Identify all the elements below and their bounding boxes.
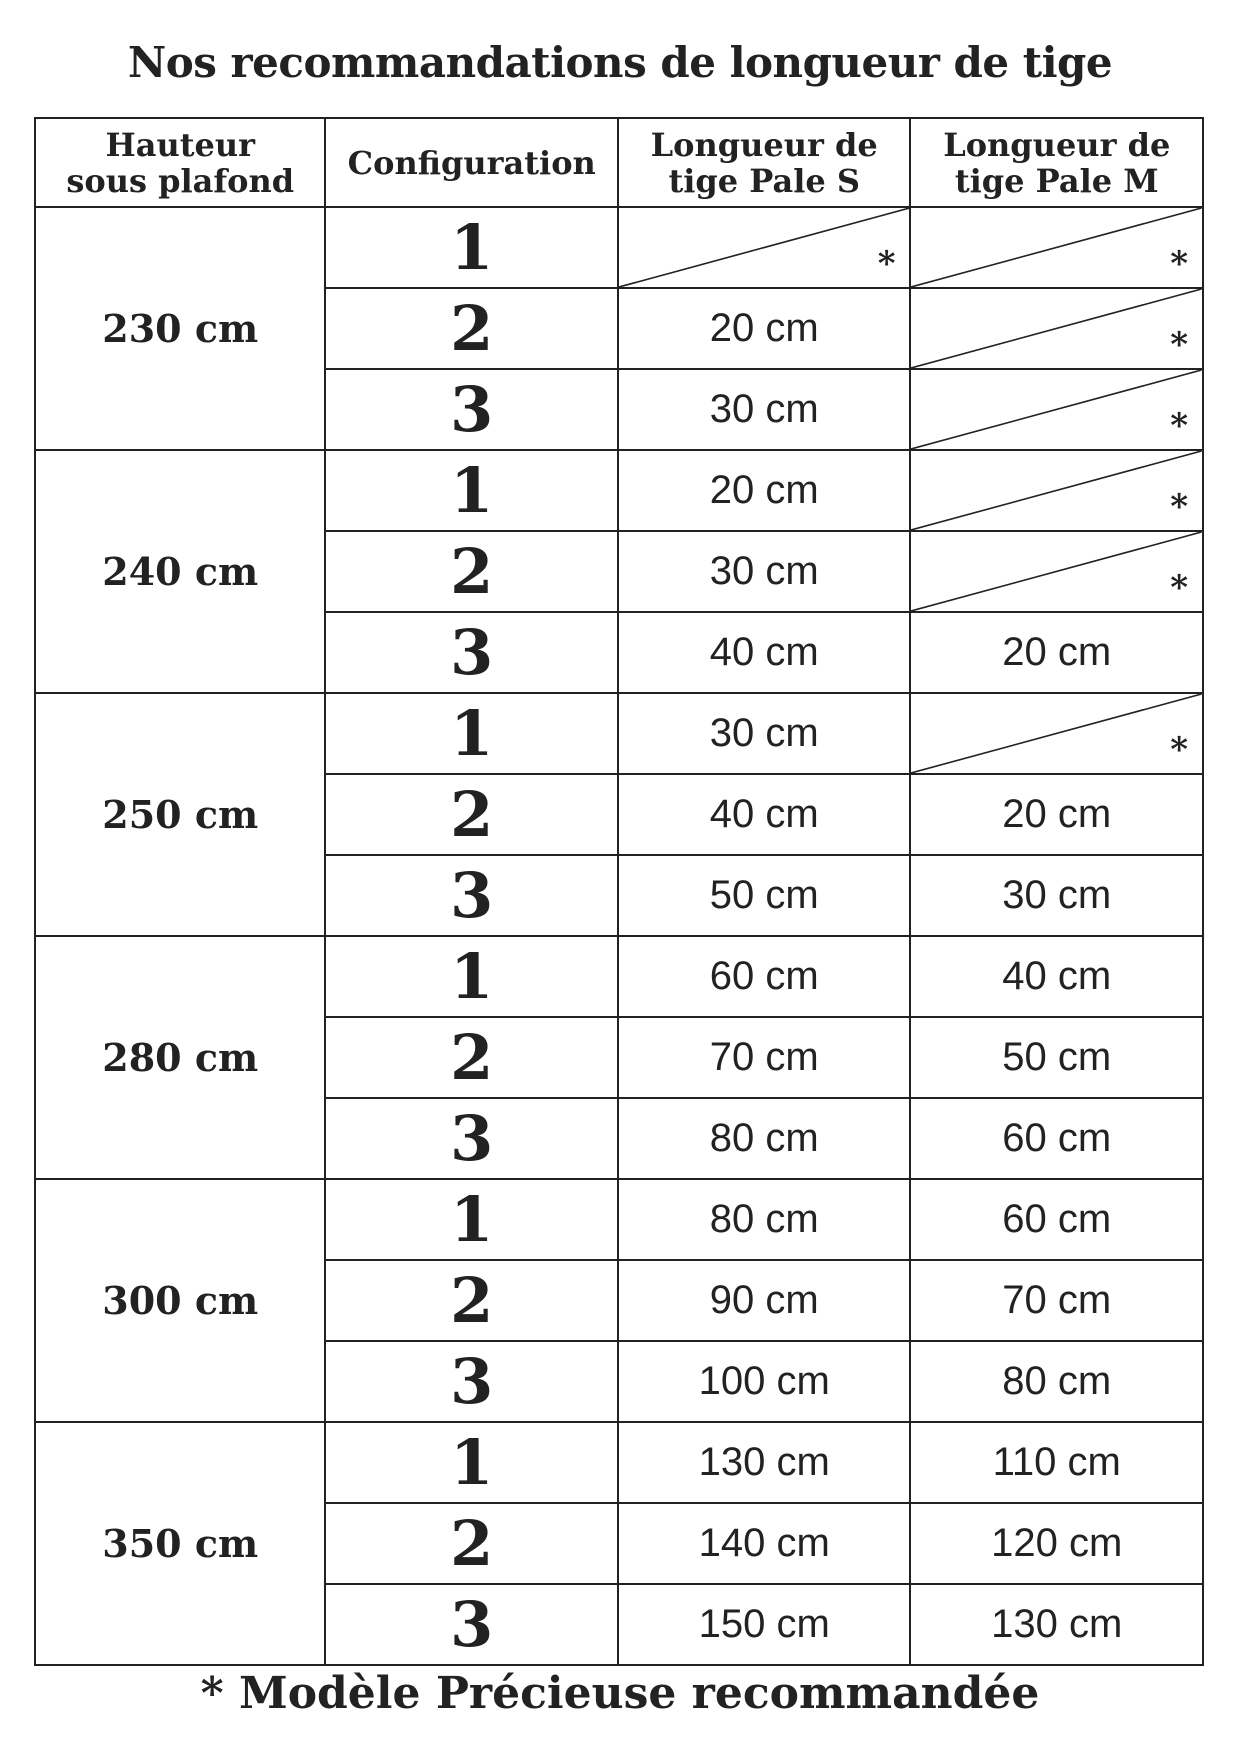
pale-s-stem-length-cell: 130 cm [618,1422,911,1503]
header-ceiling-height-line1: Hauteur [105,125,255,164]
ceiling-height-cell: 280 cm [35,936,325,1179]
pale-s-stem-length-cell: 70 cm [618,1017,911,1098]
table-row [35,1422,1203,1503]
header-pale-m-line1: Longueur de [943,125,1171,164]
header-ceiling-height-line2: sous plafond [66,161,295,200]
pale-m-not-applicable-cell [910,288,1203,369]
configuration-cell: 3 [325,369,618,450]
header-pale-s-line1: Longueur de [650,125,878,164]
configuration-cell: 3 [325,1341,618,1422]
pale-s-not-applicable-cell [618,207,911,288]
pale-m-stem-length-cell: 50 cm [910,1017,1203,1098]
asterisk-mark: * [1170,730,1188,770]
header-ceiling-height [35,118,325,207]
header-pale-s-line2: tige Pale S [668,161,860,200]
diagonal-strike-line [911,289,1202,368]
table-body [35,207,1203,1665]
configuration-cell: 3 [325,1584,618,1665]
pale-s-stem-length-cell: 20 cm [618,450,911,531]
header-pale-m-line2: tige Pale M [954,161,1159,200]
pale-m-stem-length-cell: 120 cm [910,1503,1203,1584]
pale-m-stem-length-cell: 70 cm [910,1260,1203,1341]
pale-s-stem-length-cell: 150 cm [618,1584,911,1665]
diagonal-strike-line [911,451,1202,530]
pale-m-not-applicable-cell [910,531,1203,612]
configuration-cell: 3 [325,1098,618,1179]
pale-s-stem-length-cell: 20 cm [618,288,911,369]
configuration-cell: 2 [325,774,618,855]
pale-s-stem-length-cell: 40 cm [618,774,911,855]
configuration-cell: 2 [325,1017,618,1098]
pale-s-stem-length-cell: 80 cm [618,1098,911,1179]
pale-s-stem-length-cell: 50 cm [618,855,911,936]
configuration-cell: 2 [325,531,618,612]
configuration-cell: 2 [325,288,618,369]
pale-m-stem-length-cell: 60 cm [910,1179,1203,1260]
asterisk-mark: * [1170,568,1188,608]
asterisk-mark: * [1170,487,1188,527]
pale-m-not-applicable-cell [910,207,1203,288]
asterisk-mark: * [1170,406,1188,446]
ceiling-height-cell: 350 cm [35,1422,325,1665]
pale-m-stem-length-cell: 130 cm [910,1584,1203,1665]
stem-length-table [34,117,1204,1666]
table-header-row [35,118,1203,207]
pale-m-stem-length-cell: 20 cm [910,612,1203,693]
pale-s-stem-length-cell: 30 cm [618,531,911,612]
page-title: Nos recommandations de longueur de tige [127,38,1113,87]
configuration-cell: 1 [325,936,618,1017]
ceiling-height-cell: 250 cm [35,693,325,936]
pale-s-stem-length-cell: 30 cm [618,693,911,774]
header-stem-length-pale-m [910,118,1203,207]
asterisk-mark: * [877,244,896,284]
pale-m-not-applicable-cell [910,450,1203,531]
pale-s-stem-length-cell: 100 cm [618,1341,911,1422]
pale-m-stem-length-cell: 30 cm [910,855,1203,936]
pale-m-stem-length-cell: 40 cm [910,936,1203,1017]
diagonal-strike-line [911,208,1202,287]
pale-s-stem-length-cell: 90 cm [618,1260,911,1341]
pale-s-stem-length-cell: 60 cm [618,936,911,1017]
pale-m-stem-length-cell: 110 cm [910,1422,1203,1503]
pale-s-stem-length-cell: 140 cm [618,1503,911,1584]
diagonal-strike-line [911,532,1202,611]
pale-s-stem-length-cell: 30 cm [618,369,911,450]
configuration-cell: 3 [325,612,618,693]
configuration-cell: 1 [325,1179,618,1260]
ceiling-height-cell: 300 cm [35,1179,325,1422]
diagonal-strike-line [619,208,910,287]
configuration-cell: 1 [325,450,618,531]
table-row [35,1179,1203,1260]
table-row [35,450,1203,531]
pale-m-not-applicable-cell [910,369,1203,450]
ceiling-height-cell: 240 cm [35,450,325,693]
ceiling-height-cell: 230 cm [35,207,325,450]
pale-s-stem-length-cell: 80 cm [618,1179,911,1260]
pale-s-stem-length-cell: 40 cm [618,612,911,693]
pale-m-stem-length-cell: 60 cm [910,1098,1203,1179]
footnote: * Modèle Précieuse recommandée [200,1668,1040,1719]
table-row [35,207,1203,288]
asterisk-mark: * [1170,325,1188,365]
header-configuration: Configuration [325,118,618,207]
configuration-cell: 3 [325,855,618,936]
configuration-cell: 2 [325,1503,618,1584]
configuration-cell: 1 [325,1422,618,1503]
table-row [35,693,1203,774]
table-row [35,936,1203,1017]
configuration-cell: 2 [325,1260,618,1341]
diagonal-strike-line [911,370,1202,449]
header-stem-length-pale-s [618,118,911,207]
configuration-cell: 1 [325,693,618,774]
asterisk-mark: * [1170,244,1188,284]
pale-m-stem-length-cell: 20 cm [910,774,1203,855]
pale-m-not-applicable-cell [910,693,1203,774]
pale-m-stem-length-cell: 80 cm [910,1341,1203,1422]
diagonal-strike-line [911,694,1202,773]
configuration-cell: 1 [325,207,618,288]
